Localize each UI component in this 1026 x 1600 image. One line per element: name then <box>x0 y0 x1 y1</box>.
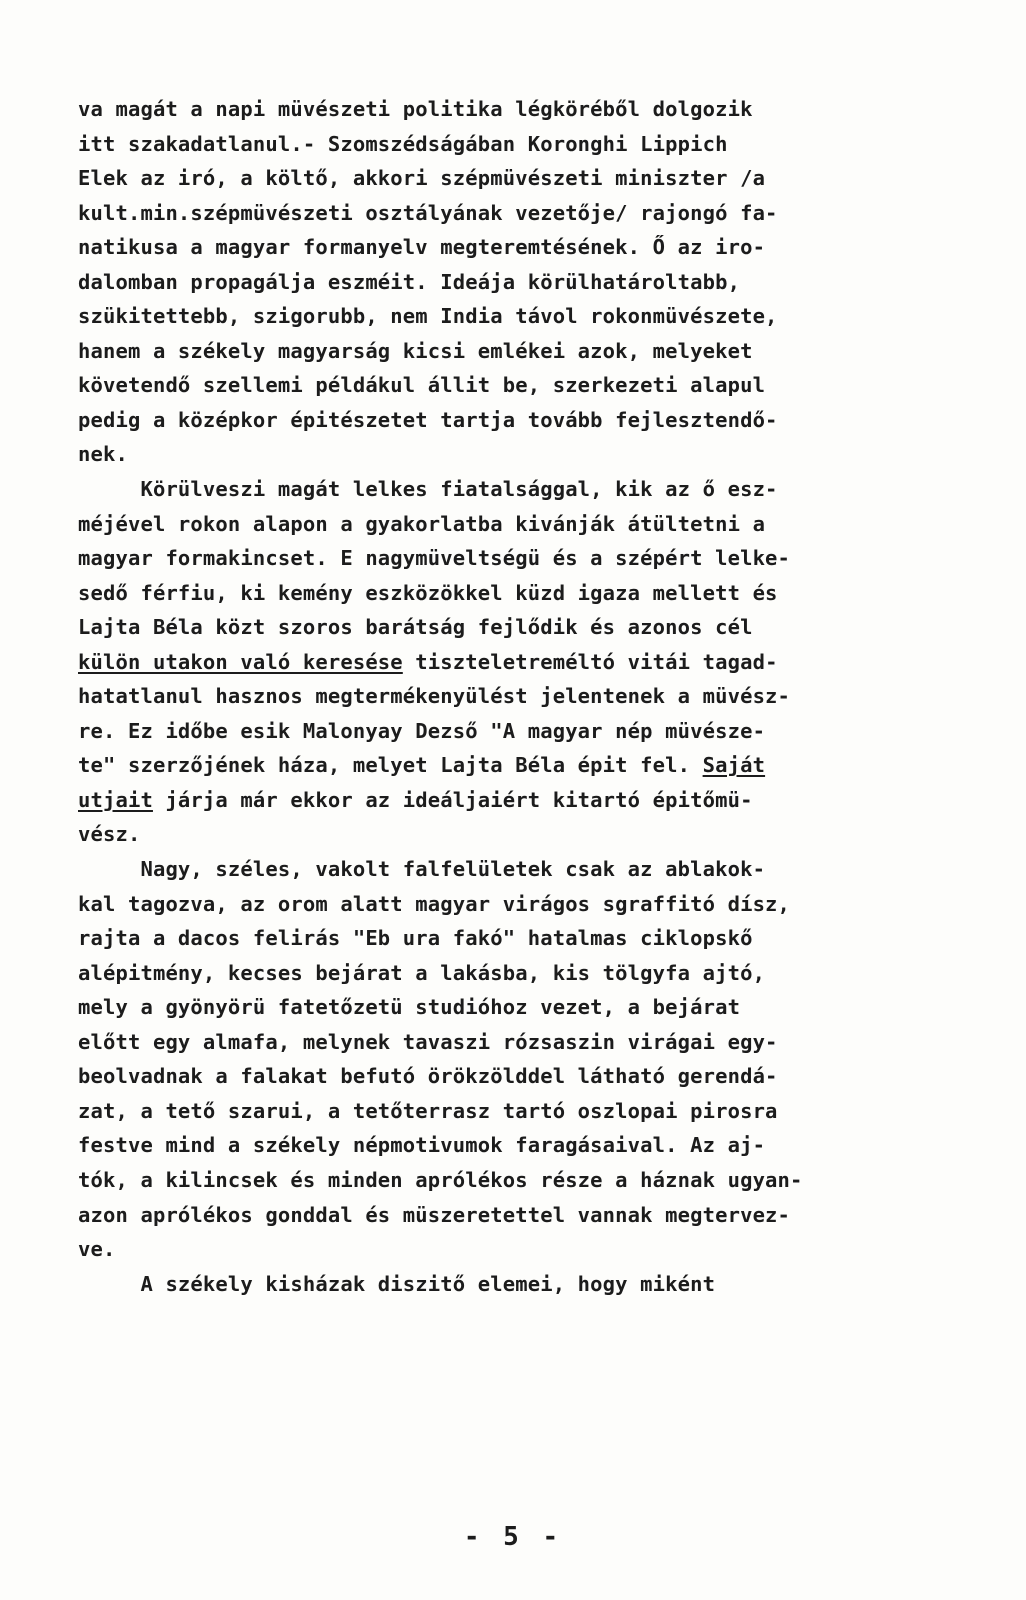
text-line: követendő szellemi példákul állit be, szerkezeti alapul <box>78 373 766 398</box>
text-line: Körülveszi magát lelkes fiatalsággal, kik az ő esz- <box>78 477 778 502</box>
text-line: méjével rokon alapon a gyakorlatba kivánják átültetni a <box>78 511 766 536</box>
text-line: nek. <box>78 442 128 467</box>
text-span: tiszteletreméltó vitái tagad- <box>402 649 778 674</box>
text-line: kult.min.szépmüvészeti osztályának vezetője/ rajongó fa- <box>78 200 778 225</box>
text-line: beolvadnak a falakat befutó örökzölddel látható gerendá- <box>78 1064 778 1089</box>
text-span: te" szerzőjének háza, melyet Lajta Béla épit fel. <box>78 753 703 778</box>
text-line: kal tagozva, az orom alatt magyar virágos sgraffitó dísz, <box>78 891 791 916</box>
text-line: hanem a székely magyarság kicsi emlékei azok, melyeket <box>78 338 753 363</box>
text-line: festve mind a székely népmotivumok faragásaival. Az aj- <box>78 1133 766 1158</box>
text-line: hatatlanul hasznos megtermékenyülést jelentenek a müvész- <box>78 684 791 709</box>
text-line: Nagy, széles, vakolt falfelületek csak az ablakok- <box>78 857 766 882</box>
text-line: va magát a napi müvészeti politika légköréből dolgozik <box>78 97 753 121</box>
text-line: pedig a középkor épitészetet tartja tovább fejlesztendő- <box>78 407 778 432</box>
text-line: zat, a tető szarui, a tetőterrasz tartó oszlopai pirosra <box>78 1098 778 1123</box>
text-line: magyar formakincset. E nagymüveltségü és a szépért lelke- <box>78 546 791 571</box>
underlined-phrase: utjait <box>78 787 153 812</box>
text-span: járja már ekkor az ideáljaiért kitartó épitőmü- <box>152 787 753 812</box>
text-line: ve. <box>78 1237 116 1262</box>
text-line <box>78 748 958 783</box>
text-line: mely a gyönyörü fatetőzetü studióhoz vezet, a bejárat <box>78 995 741 1020</box>
underlined-phrase: külön utakon való keresése <box>78 649 403 674</box>
text-line: itt szakadatlanul.- Szomszédságában Koronghi Lippich <box>78 131 728 156</box>
text-line: vész. <box>78 822 141 847</box>
text-line: sedő férfiu, ki kemény eszközökkel küzd igaza mellett és <box>78 580 778 605</box>
text-line: natikusa a magyar formanyelv megteremtésének. Ő az iro- <box>78 235 766 260</box>
text-line: alépitmény, kecses bejárat a lakásba, kis tölgyfa ajtó, <box>78 960 766 985</box>
page-number: - 5 - <box>463 1522 563 1552</box>
text-line: előtt egy almafa, melynek tavaszi rózsaszin virágai egy- <box>78 1029 778 1054</box>
text-line: dalomban propagálja eszméit. Ideája körülhatároltabb, <box>78 269 741 294</box>
text-line: szükitettebb, szigorubb, nem India távol rokonmüvészete, <box>78 304 778 329</box>
body-text <box>78 92 958 1301</box>
text-line: Elek az iró, a költő, akkori szépmüvészeti miniszter /a <box>78 166 766 191</box>
text-line <box>78 645 958 680</box>
text-line <box>78 783 958 818</box>
underlined-phrase: Saját <box>702 753 766 778</box>
text-line: azon aprólékos gonddal és müszeretettel vannak megtervez- <box>78 1202 791 1227</box>
text-line: A székely kisházak diszitő elemei, hogy miként <box>78 1271 716 1296</box>
text-line: rajta a dacos felirás "Eb ura fakó" hatalmas ciklopskő <box>78 926 753 951</box>
text-line: re. Ez időbe esik Malonyay Dezső "A magyar nép müvésze- <box>78 718 766 743</box>
text-line: tók, a kilincsek és minden aprólékos része a háznak ugyan- <box>78 1167 803 1192</box>
text-line: Lajta Béla közt szoros barátság fejlődik és azonos cél <box>78 615 753 640</box>
